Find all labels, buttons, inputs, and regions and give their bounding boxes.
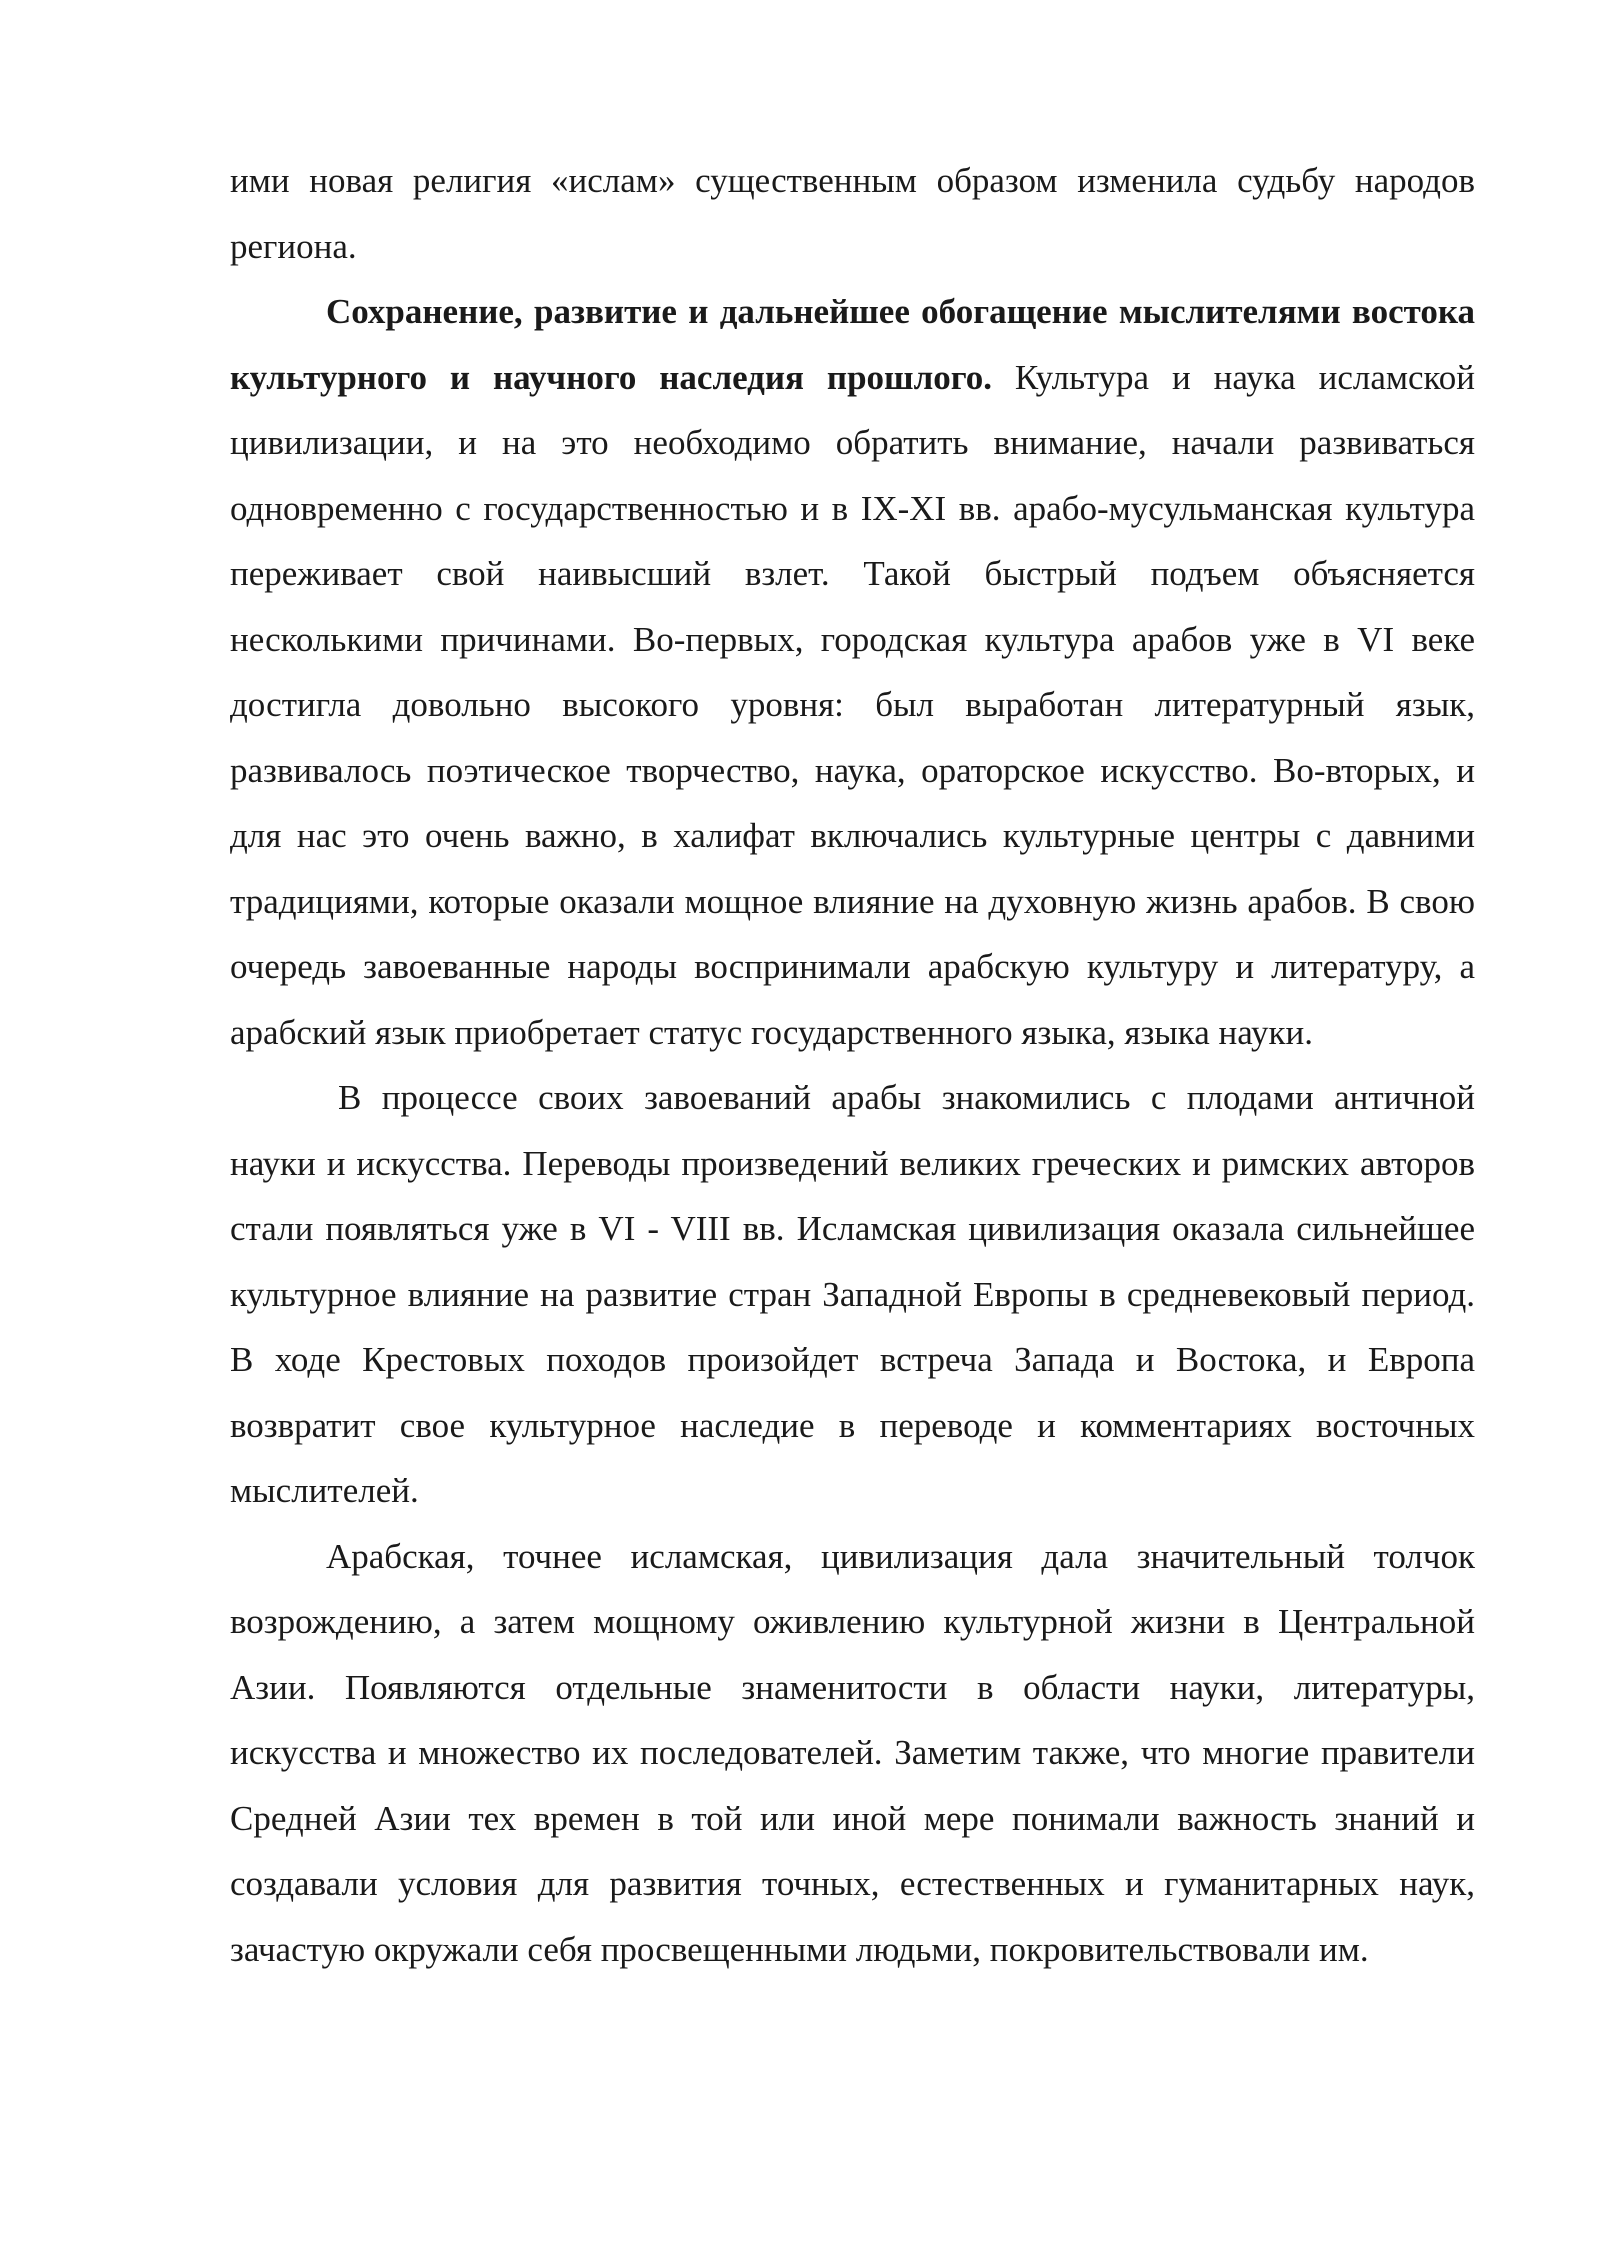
paragraph-heritage-text: Культура и наука исламской цивилизации, и на это необходимо обратить внимание, начали развиваться одновременно с государственностью и в IX-XI вв. арабо-мусульманская культура переживает свой наивысший взлет. Такой быстрый подъем объясняется несколькими причинами. Во-первых, городская культура арабов уже в VI веке достигла довольно высокого уровня: был выработан литературный язык, развивалось поэтическое творчество, наука, ораторское искусство. Во-вторых, и для нас это очень важно, в халифат включались культурные центры с давними традициями, которые оказали мощное влияние на духовную жизнь арабов. В свою очередь завоеванные народы воспринимали арабскую культуру и литературу, а арабский язык приобретает статус государственного языка, языка науки. <box>230 357 1475 1052</box>
paragraph-bold-heading: Сохранение, развитие и дальнейшее обогащение мыслителями востока культурного и научного наследия прошлого. <box>230 292 1475 397</box>
paragraph-conquests: В процессе своих завоеваний арабы знакомились с плодами античной науки и искусства. Переводы произведений великих греческих и римских авторов стали появляться уже в VI - VIII вв. Исламская цивилизация оказала сильнейшее культурное влияние на развитие стран Западной Европы в средневековый период. В ходе Крестовых походов произойдет встреча Запада и Востока, и Европа возвратит свое культурное наследие в переводе и комментариях восточных мыслителей. <box>230 1078 1475 1510</box>
paragraph-continuation: ими новая религия «ислам» существенным образом изменила судьбу народов региона. <box>230 161 1475 266</box>
document-body <box>230 148 1475 1982</box>
paragraph-central-asia: Арабская, точнее исламская, цивилизация дала значительный толчок возрождению, а затем мощному оживлению культурной жизни в Центральной Азии. Появляются отдельные знаменитости в области науки, литературы, искусства и множество их последователей. Заметим также, что многие правители Средней Азии тех времен в той или иной мере понимали важность знаний и создавали условия для развития точных, естественных и гуманитарных наук, зачастую окружали себя просвещенными людьми, покровительствовали им. <box>230 1536 1475 1969</box>
paragraph-heritage <box>230 279 1475 1065</box>
